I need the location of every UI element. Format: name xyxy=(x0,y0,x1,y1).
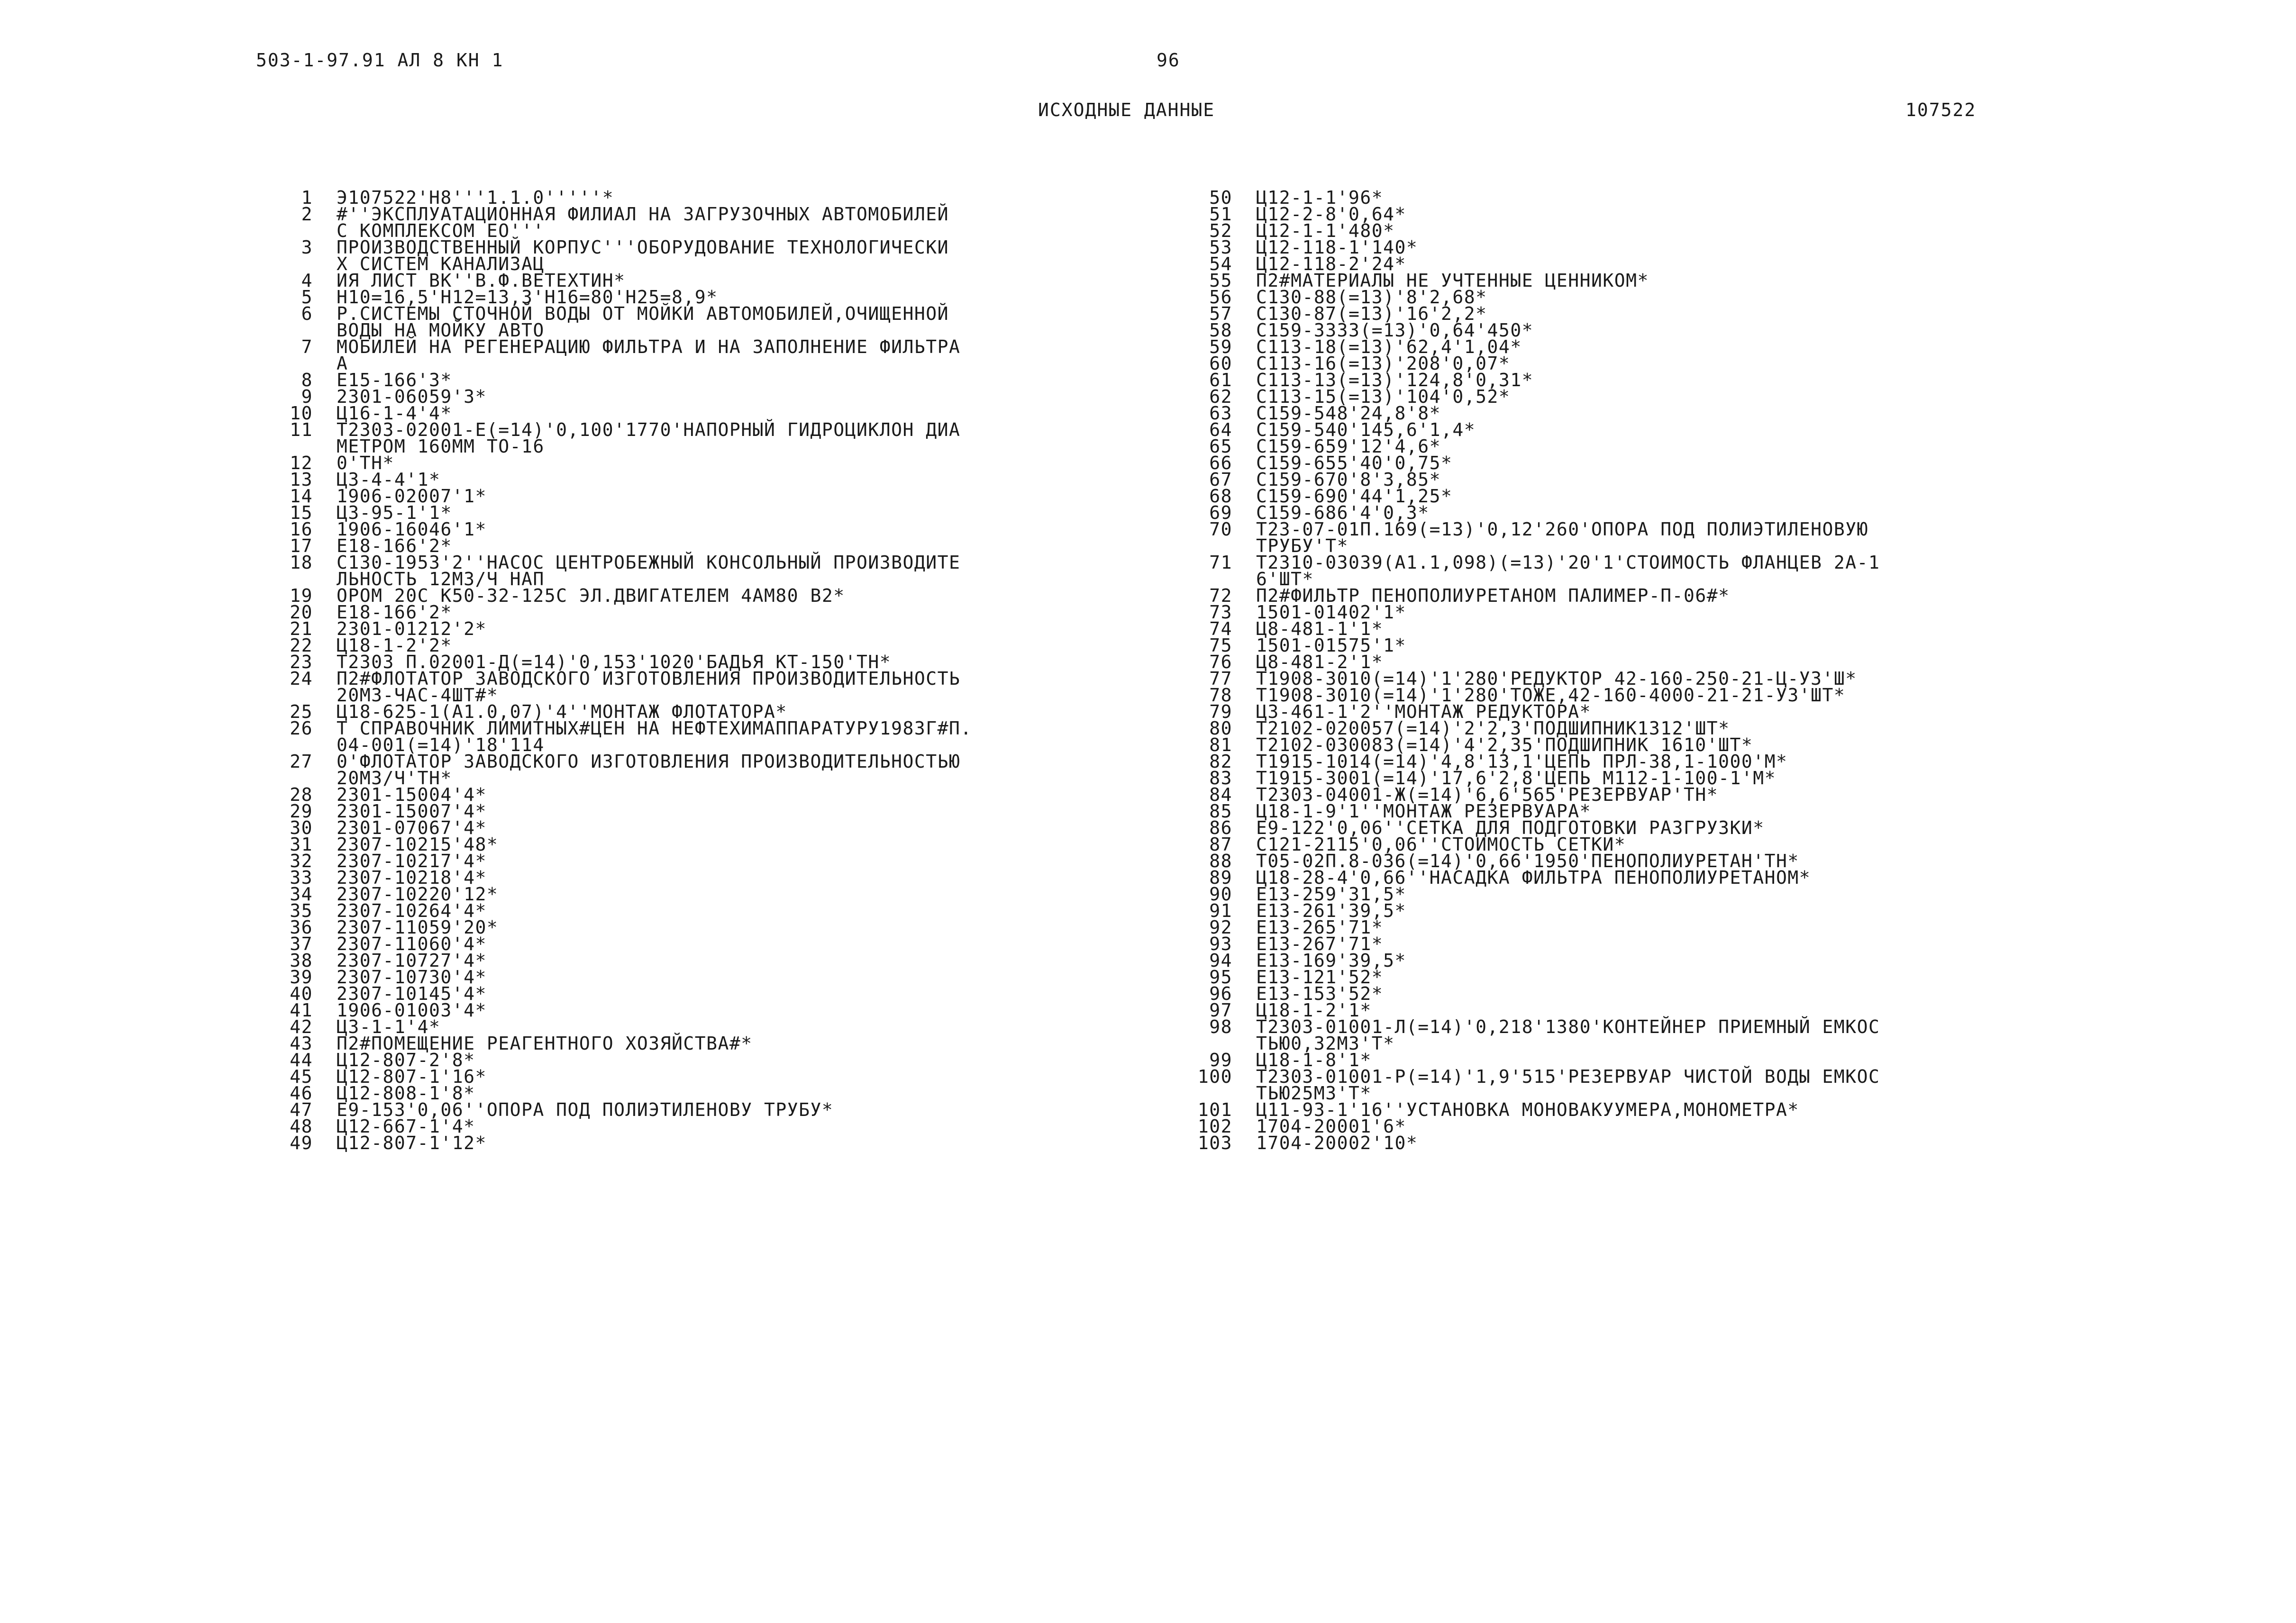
line-number: 1 xyxy=(301,187,313,208)
listing-line xyxy=(1175,1016,2086,1054)
line-text: МОБИЛЕЙ НА РЕГЕНЕРАЦИЮ ФИЛЬТРА И НА ЗАПОЛНЕНИЕ ФИЛЬТРА А xyxy=(337,336,961,374)
line-text: Ц3-4-4'1* xyxy=(337,469,441,490)
line-number: 55 xyxy=(1209,270,1232,291)
line-number: 28 xyxy=(290,784,313,805)
line-number: 63 xyxy=(1209,403,1232,424)
line-text: Е13-265'71* xyxy=(1256,917,1384,938)
line-text: Н10=16,5'Н12=13,3'Н16=80'Н25=8,9* xyxy=(337,287,718,308)
line-number: 53 xyxy=(1209,237,1232,258)
line-number: 70 xyxy=(1209,519,1232,540)
line-number: 69 xyxy=(1209,502,1232,523)
line-number: 94 xyxy=(1209,950,1232,971)
line-number: 32 xyxy=(290,851,313,871)
line-text: П2#ФЛОТАТОР ЗАВОДСКОГО ИЗГОТОВЛЕНИЯ ПРОИЗВОДИТЕЛЬНОСТЬ 20М3-ЧАС-4ШТ#* xyxy=(337,668,961,706)
listing-line xyxy=(1175,521,2086,554)
listing-line xyxy=(256,239,1166,272)
line-number: 100 xyxy=(1197,1066,1232,1087)
listing-line xyxy=(256,206,1166,239)
line-text: Т23-07-01П.169(=13)'0,12'260'ОПОРА ПОД ПОЛИЭТИЛЕНОВУЮ ТРУБУ'Т* xyxy=(1256,519,1869,556)
line-number: 10 xyxy=(290,403,313,424)
line-text: 2301-06059'3* xyxy=(337,386,487,407)
line-text: ИЯ ЛИСТ ВК''В.Ф.ВЕТЕХТИН* xyxy=(337,270,626,291)
line-number: 82 xyxy=(1209,751,1232,772)
line-number: 61 xyxy=(1209,370,1232,390)
line-number: 5 xyxy=(301,287,313,308)
line-number: 38 xyxy=(290,950,313,971)
line-number: 30 xyxy=(290,817,313,838)
line-text: Т1908-3010(=14)'1'280'РЕДУКТОР 42-160-250-21-Ц-У3'Ш* xyxy=(1256,668,1857,689)
line-number: 97 xyxy=(1209,1000,1232,1021)
line-text: Р.СИСТЕМЫ СТОЧНОЙ ВОДЫ ОТ МОЙКИ АВТОМОБИЛЕЙ,ОЧИЩЕННОЙ ВОДЫ НА МОЙКУ АВТО xyxy=(337,303,949,341)
page-title: ИСХОДНЫЕ ДАННЫЕ xyxy=(1038,100,1215,120)
line-number: 84 xyxy=(1209,784,1232,805)
line-number: 52 xyxy=(1209,220,1232,241)
listing-line xyxy=(1175,1135,2086,1152)
line-text: Ц8-481-2'1* xyxy=(1256,652,1384,672)
line-number: 20 xyxy=(290,602,313,623)
line-text: 2301-15007'4* xyxy=(337,801,487,822)
line-text: С113-13(=13)'124,8'0,31* xyxy=(1256,370,1534,390)
line-number: 17 xyxy=(290,535,313,556)
line-number: 91 xyxy=(1209,900,1232,921)
line-number: 50 xyxy=(1209,187,1232,208)
line-text: 2301-01212'2* xyxy=(337,618,487,639)
line-number: 46 xyxy=(290,1083,313,1104)
line-text: Э107522'Н8'''1.1.0'''''* xyxy=(337,187,614,208)
line-text: 2301-15004'4* xyxy=(337,784,487,805)
listing-line xyxy=(256,720,1166,753)
line-number: 85 xyxy=(1209,801,1232,822)
line-text: С130-87(=13)'16'2,2* xyxy=(1256,303,1487,324)
line-number: 16 xyxy=(290,519,313,540)
line-number: 11 xyxy=(290,419,313,440)
line-number: 48 xyxy=(290,1116,313,1137)
line-number: 73 xyxy=(1209,602,1232,623)
line-number: 22 xyxy=(290,635,313,656)
line-text: П2#ФИЛЬТР ПЕНОПОЛИУРЕТАНОМ ПАЛИМЕР-П-06#* xyxy=(1256,585,1730,606)
listing-line xyxy=(256,753,1166,787)
line-text: Т2303-01001-Л(=14)'0,218'1380'КОНТЕЙНЕР ПРИЕМНЫЙ ЕМКОС ТЬЮ0,32М3'Т* xyxy=(1256,1016,1880,1054)
line-text: Ц12-807-1'12* xyxy=(337,1133,487,1153)
line-text: 0'ТН* xyxy=(337,453,394,473)
line-number: 45 xyxy=(290,1066,313,1087)
line-number: 87 xyxy=(1209,834,1232,855)
line-text: Е13-169'39,5* xyxy=(1256,950,1406,971)
line-number: 101 xyxy=(1197,1099,1232,1120)
line-number: 67 xyxy=(1209,469,1232,490)
line-text: С159-655'40'0,75* xyxy=(1256,453,1453,473)
line-number: 77 xyxy=(1209,668,1232,689)
line-text: Т2102-020057(=14)'2'2,3'ПОДШИПНИК1312'ШТ* xyxy=(1256,718,1730,739)
line-text: 1906-02007'1* xyxy=(337,486,487,507)
line-number: 3 xyxy=(301,237,313,258)
line-number: 57 xyxy=(1209,303,1232,324)
line-text: 1501-01575'1* xyxy=(1256,635,1406,656)
line-number: 72 xyxy=(1209,585,1232,606)
line-number: 89 xyxy=(1209,867,1232,888)
line-number: 103 xyxy=(1197,1133,1232,1153)
line-number: 56 xyxy=(1209,287,1232,308)
line-number: 76 xyxy=(1209,652,1232,672)
line-number: 35 xyxy=(290,900,313,921)
line-text: С159-548'24,8'8* xyxy=(1256,403,1441,424)
line-number: 49 xyxy=(290,1133,313,1153)
line-number: 27 xyxy=(290,751,313,772)
line-text: Ц12-807-2'8* xyxy=(337,1050,475,1070)
line-text: С113-18(=13)'62,4'1,04* xyxy=(1256,336,1522,357)
line-text: 2307-10727'4* xyxy=(337,950,487,971)
line-number: 15 xyxy=(290,502,313,523)
line-text: 2301-07067'4* xyxy=(337,817,487,838)
listing-line xyxy=(256,554,1166,588)
line-text: Е13-267'71* xyxy=(1256,934,1384,954)
line-text: С113-15(=13)'104'0,52* xyxy=(1256,386,1511,407)
line-number: 99 xyxy=(1209,1050,1232,1070)
line-text: Т СПРАВОЧНИК ЛИМИТНЫХ#ЦЕН НА НЕФТЕХИМАППАРАТУРУ1983Г#П. 04-001(=14)'18'114 xyxy=(337,718,972,755)
line-text: 2307-11060'4* xyxy=(337,934,487,954)
line-text: 2307-10218'4* xyxy=(337,867,487,888)
line-number: 81 xyxy=(1209,734,1232,755)
line-text: Т05-02П.8-036(=14)'0,66'1950'ПЕНОПОЛИУРЕТАН'ТН* xyxy=(1256,851,1799,871)
line-number: 40 xyxy=(290,983,313,1004)
line-number: 44 xyxy=(290,1050,313,1070)
line-text: 2307-10730'4* xyxy=(337,967,487,988)
listing-line xyxy=(256,668,1166,706)
left-column xyxy=(256,187,1166,1153)
line-number: 83 xyxy=(1209,768,1232,789)
line-text: 2307-10215'48* xyxy=(337,834,499,855)
listing-line xyxy=(256,1135,1166,1152)
line-text: Ц18-1-2'2* xyxy=(337,635,452,656)
line-number: 26 xyxy=(290,718,313,739)
line-number: 25 xyxy=(290,701,313,722)
line-text: 1906-01003'4* xyxy=(337,1000,487,1021)
line-number: 21 xyxy=(290,618,313,639)
line-text: Е15-166'3* xyxy=(337,370,452,390)
line-text: Т2303-02001-Е(=14)'0,100'1770'НАПОРНЫЙ ГИДРОЦИКЛОН ДИА МЕТРОМ 160ММ ТО-16 xyxy=(337,419,961,457)
line-text: ОРОМ 20С К50-32-125С ЭЛ.ДВИГАТЕЛЕМ 4АМ80 В2* xyxy=(337,585,845,606)
line-text: Ц11-93-1'16''УСТАНОВКА МОНОВАКУУМЕРА,МОНОМЕТРА* xyxy=(1256,1099,1799,1120)
line-text: Е13-153'52* xyxy=(1256,983,1384,1004)
line-text: Е18-166'2* xyxy=(337,535,452,556)
line-text: Ц18-1-2'1* xyxy=(1256,1000,1372,1021)
line-number: 59 xyxy=(1209,336,1232,357)
line-text: 1704-20002'10* xyxy=(1256,1133,1418,1153)
line-text: Т1908-3010(=14)'1'280'ТОЖЕ,42-160-4000-21-21-У3'ШТ* xyxy=(1256,685,1846,706)
line-number: 42 xyxy=(290,1016,313,1037)
line-text: С130-88(=13)'8'2,68* xyxy=(1256,287,1487,308)
document-number: 107522 xyxy=(1905,100,1977,120)
line-number: 98 xyxy=(1209,1016,1232,1037)
line-text: ПРОИЗВОДСТВЕННЫЙ КОРПУС'''ОБОРУДОВАНИЕ ТЕХНОЛОГИЧЕСКИ Х СИСТЕМ КАНАЛИЗАЦ xyxy=(337,237,949,274)
line-number: 71 xyxy=(1209,552,1232,573)
line-text: Т2310-03039(А1.1,098)(=13)'20'1'СТОИМОСТЬ ФЛАНЦЕВ 2А-1 6'ШТ* xyxy=(1256,552,1880,589)
line-text: Ц12-667-1'4* xyxy=(337,1116,475,1137)
line-number: 4 xyxy=(301,270,313,291)
line-text: С159-659'12'4,6* xyxy=(1256,436,1441,457)
listing-line xyxy=(1175,1066,2086,1104)
line-number: 80 xyxy=(1209,718,1232,739)
document-code: 503-1-97.91 АЛ 8 КН 1 xyxy=(256,50,504,71)
line-number: 12 xyxy=(290,453,313,473)
line-text: Ц18-28-4'0,66''НАСАДКА ФИЛЬТРА ПЕНОПОЛИУРЕТАНОМ* xyxy=(1256,867,1811,888)
line-number: 79 xyxy=(1209,701,1232,722)
line-text: Ц12-118-2'24* xyxy=(1256,254,1406,274)
line-number: 43 xyxy=(290,1033,313,1054)
line-number: 62 xyxy=(1209,386,1232,407)
line-number: 41 xyxy=(290,1000,313,1021)
line-text: Т1915-3001(=14)'17,6'2,8'ЦЕПЬ М112-1-100-1'М* xyxy=(1256,768,1777,789)
line-text: 2307-11059'20* xyxy=(337,917,499,938)
line-text: П2#МАТЕРИАЛЫ НЕ УЧТЕННЫЕ ЦЕННИКОМ* xyxy=(1256,270,1649,291)
line-number: 75 xyxy=(1209,635,1232,656)
line-text: С113-16(=13)'208'0,07* xyxy=(1256,353,1511,374)
line-number: 58 xyxy=(1209,320,1232,341)
line-number: 9 xyxy=(301,386,313,407)
line-number: 24 xyxy=(290,668,313,689)
line-number: 19 xyxy=(290,585,313,606)
page-number: 96 xyxy=(1157,50,1180,71)
line-number: 86 xyxy=(1209,817,1232,838)
line-text: Т2303-04001-Ж(=14)'6,6'565'РЕЗЕРВУАР'ТН* xyxy=(1256,784,1719,805)
line-text: Ц12-807-1'16* xyxy=(337,1066,487,1087)
line-text: 1906-16046'1* xyxy=(337,519,487,540)
line-text: Т2102-030083(=14)'4'2,35'ПОДШИПНИК 1610'ШТ* xyxy=(1256,734,1753,755)
line-text: Е13-261'39,5* xyxy=(1256,900,1406,921)
line-number: 96 xyxy=(1209,983,1232,1004)
line-number: 13 xyxy=(290,469,313,490)
line-text: Ц3-461-1'2''МОНТАЖ РЕДУКТОРА* xyxy=(1256,701,1591,722)
line-number: 2 xyxy=(301,204,313,225)
line-text: Т1915-1014(=14)'4,8'13,1'ЦЕПЬ ПРЛ-38,1-1000'М* xyxy=(1256,751,1788,772)
line-number: 60 xyxy=(1209,353,1232,374)
line-text: Ц8-481-1'1* xyxy=(1256,618,1384,639)
listing-line xyxy=(256,336,1166,374)
line-text: Т2303-01001-Р(=14)'1,9'515'РЕЗЕРВУАР ЧИСТОЙ ВОДЫ ЕМКОС ТЬЮ25М3'Т* xyxy=(1256,1066,1880,1104)
line-text: Ц18-625-1(А1.0,07)'4''МОНТАЖ ФЛОТАТОРА* xyxy=(337,701,787,722)
line-number: 39 xyxy=(290,967,313,988)
line-number: 64 xyxy=(1209,419,1232,440)
line-number: 74 xyxy=(1209,618,1232,639)
line-number: 8 xyxy=(301,370,313,390)
line-text: С130-1953'2''НАСОС ЦЕНТРОБЕЖНЫЙ КОНСОЛЬНЫЙ ПРОИЗВОДИТЕ ЛЬНОСТЬ 12М3/Ч НАП xyxy=(337,552,961,589)
line-text: Ц16-1-4'4* xyxy=(337,403,452,424)
line-number: 90 xyxy=(1209,884,1232,905)
line-text: 2307-10220'12* xyxy=(337,884,499,905)
line-number: 14 xyxy=(290,486,313,507)
line-text: Ц12-2-8'0,64* xyxy=(1256,204,1406,225)
line-text: Е9-153'0,06''ОПОРА ПОД ПОЛИЭТИЛЕНОВУ ТРУБУ* xyxy=(337,1099,834,1120)
line-text: 2307-10217'4* xyxy=(337,851,487,871)
line-number: 6 xyxy=(301,303,313,324)
line-number: 66 xyxy=(1209,453,1232,473)
line-text: Е18-166'2* xyxy=(337,602,452,623)
line-number: 93 xyxy=(1209,934,1232,954)
line-text: 0'ФЛОТАТОР ЗАВОДСКОГО ИЗГОТОВЛЕНИЯ ПРОИЗВОДИТЕЛЬНОСТЬЮ 20М3/Ч'ТН* xyxy=(337,751,961,789)
line-text: С159-540'145,6'1,4* xyxy=(1256,419,1476,440)
line-number: 51 xyxy=(1209,204,1232,225)
line-number: 92 xyxy=(1209,917,1232,938)
line-text: Е13-259'31,5* xyxy=(1256,884,1406,905)
line-number: 78 xyxy=(1209,685,1232,706)
right-column xyxy=(1175,187,2086,1153)
line-number: 68 xyxy=(1209,486,1232,507)
line-text: С159-670'8'3,85* xyxy=(1256,469,1441,490)
line-number: 31 xyxy=(290,834,313,855)
line-text: 1501-01402'1* xyxy=(1256,602,1406,623)
line-text: Ц12-808-1'8* xyxy=(337,1083,475,1104)
line-text: Т2303 П.02001-Д(=14)'0,153'1020'БАДЬЯ КТ-150'ТН* xyxy=(337,652,892,672)
line-text: С159-686'4'0,3* xyxy=(1256,502,1430,523)
line-text: 1704-20001'6* xyxy=(1256,1116,1406,1137)
line-text: Е13-121'52* xyxy=(1256,967,1384,988)
line-number: 37 xyxy=(290,934,313,954)
line-text: С159-3333(=13)'0,64'450* xyxy=(1256,320,1534,341)
line-text: Ц12-118-1'140* xyxy=(1256,237,1418,258)
line-number: 33 xyxy=(290,867,313,888)
line-text: Ц12-1-1'96* xyxy=(1256,187,1384,208)
line-number: 23 xyxy=(290,652,313,672)
line-text: Ц12-1-1'480* xyxy=(1256,220,1395,241)
line-text: С121-2115'0,06''СТОИМОСТЬ СЕТКИ* xyxy=(1256,834,1626,855)
listing-line xyxy=(1175,554,2086,588)
line-text: П2#ПОМЕЩЕНИЕ РЕАГЕНТНОГО ХОЗЯЙСТВА#* xyxy=(337,1033,753,1054)
line-text: Ц18-1-8'1* xyxy=(1256,1050,1372,1070)
line-number: 54 xyxy=(1209,254,1232,274)
line-number: 95 xyxy=(1209,967,1232,988)
line-text: Ц3-95-1'1* xyxy=(337,502,452,523)
line-number: 7 xyxy=(301,336,313,357)
line-text: Ц3-1-1'4* xyxy=(337,1016,441,1037)
line-text: 2307-10264'4* xyxy=(337,900,487,921)
line-number: 47 xyxy=(290,1099,313,1120)
line-number: 34 xyxy=(290,884,313,905)
line-text: С159-690'44'1,25* xyxy=(1256,486,1453,507)
listing-line xyxy=(256,303,1166,341)
line-text: 2307-10145'4* xyxy=(337,983,487,1004)
listing-line xyxy=(256,419,1166,457)
line-text: Ц18-1-9'1''МОНТАЖ РЕЗЕРВУАРА* xyxy=(1256,801,1591,822)
line-text: Е9-122'0,06''СЕТКА ДЛЯ ПОДГОТОВКИ РАЗГРУЗКИ* xyxy=(1256,817,1765,838)
line-number: 18 xyxy=(290,552,313,573)
line-text: #''ЭКСПЛУАТАЦИОННАЯ ФИЛИАЛ НА ЗАГРУЗОЧНЫХ АВТОМОБИЛЕЙ С КОМПЛЕКСОМ ЕО''' xyxy=(337,204,949,241)
line-number: 65 xyxy=(1209,436,1232,457)
line-number: 29 xyxy=(290,801,313,822)
line-number: 36 xyxy=(290,917,313,938)
line-number: 88 xyxy=(1209,851,1232,871)
line-number: 102 xyxy=(1197,1116,1232,1137)
